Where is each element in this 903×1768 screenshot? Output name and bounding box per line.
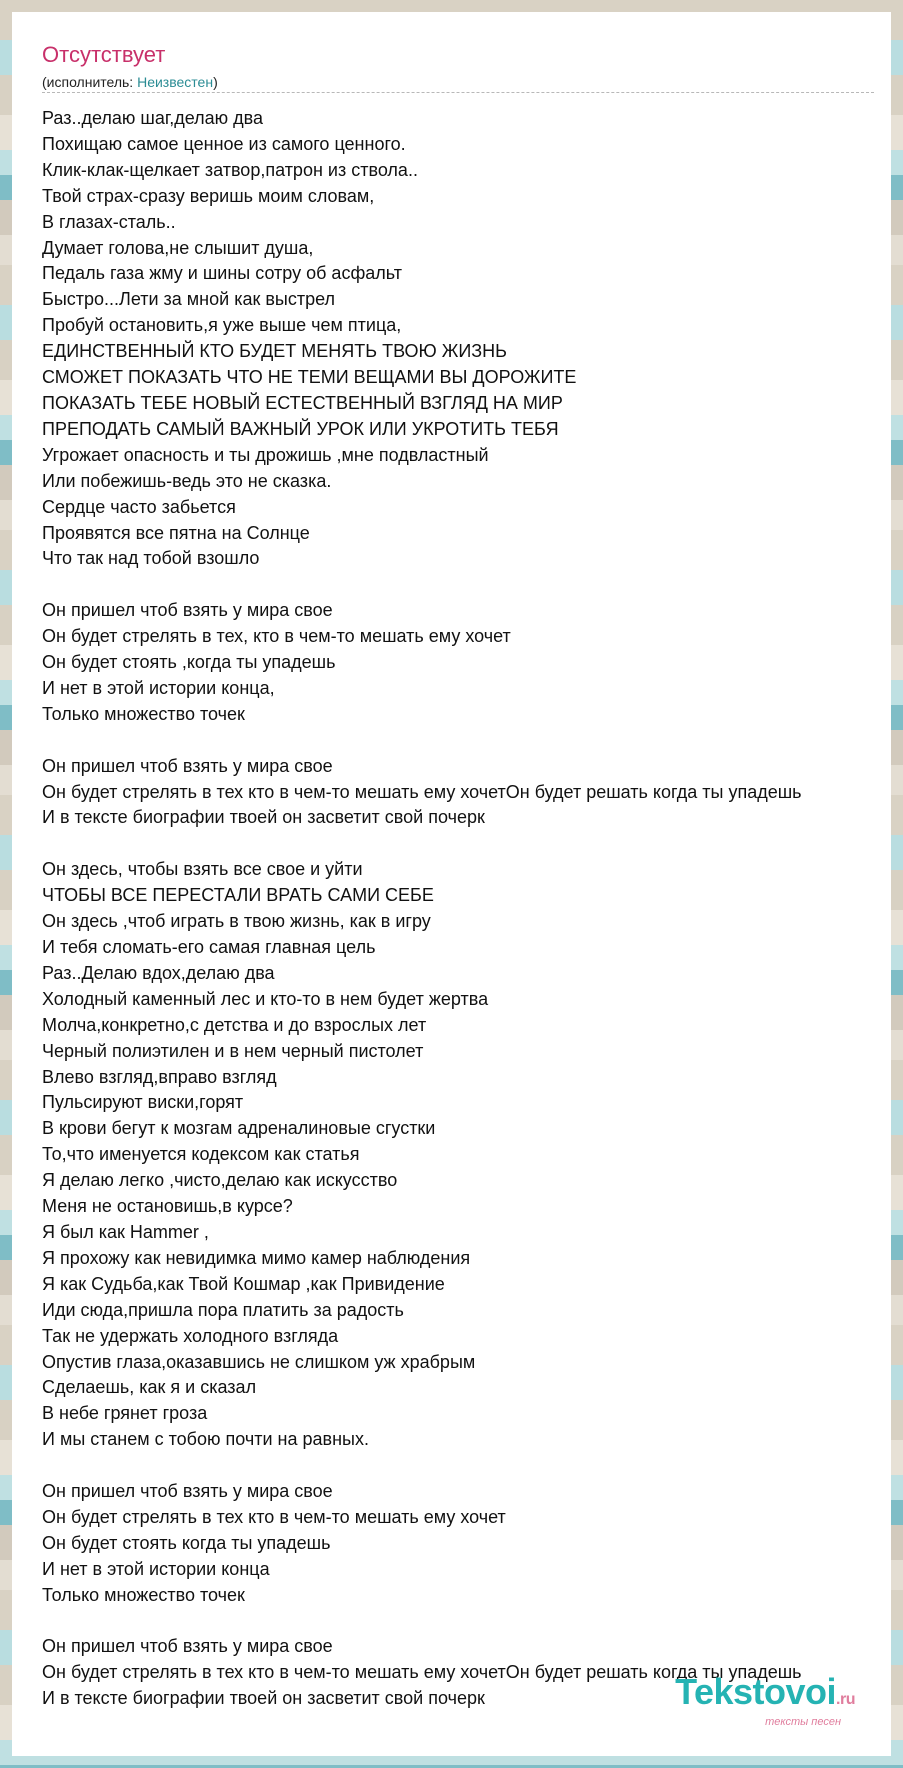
- lyric-line: Я прохожу как невидимка мимо камер наблюдения: [42, 1247, 471, 1268]
- lyric-blank-line: [42, 572, 891, 598]
- lyric-line: Он будет стоять когда ты упадешь: [42, 1532, 331, 1553]
- lyric-line: Раз..делаю шаг,делаю два: [42, 108, 264, 128]
- lyric-line: Он пришел чтоб взять у мира свое: [42, 1481, 333, 1502]
- lyric-line: Он пришел чтоб взять у мира свое: [42, 600, 333, 621]
- song-title: Отсутствует: [42, 42, 166, 67]
- lyric-line: Похищаю самое ценное из самого ценного.: [42, 133, 406, 154]
- lyric-line: Или побежишь-ведь это не сказка.: [42, 470, 332, 491]
- lyric-line: Он будет стрелять в тех кто в чем-то мешать ему хочет: [42, 1506, 506, 1527]
- artist-link[interactable]: Неизвестен: [137, 74, 214, 90]
- lyric-line: Пульсируют виски,горят: [42, 1092, 244, 1113]
- site-logo[interactable]: [675, 1671, 855, 1728]
- lyric-line: Раз..Делаю вдох,делаю два: [42, 962, 275, 983]
- lyrics-body: [42, 106, 891, 1712]
- logo-tagline: тексты песен: [765, 1716, 841, 1728]
- lyric-line: Он будет стрелять в тех кто в чем-то мешать ему хочетОн будет решать когда ты упадешь: [42, 1662, 802, 1683]
- lyric-blank-line: [42, 1453, 891, 1479]
- lyric-line: И в тексте биографии твоей он засветит свой почерк: [42, 807, 485, 828]
- lyric-line: Он здесь, чтобы взять все свое и уйти: [42, 859, 363, 880]
- lyric-line: Он будет стрелять в тех кто в чем-то мешать ему хочетОн будет решать когда ты упадешь: [42, 781, 802, 802]
- lyric-line: В крови бегут к мозгам адреналиновые сгустки: [42, 1118, 436, 1139]
- lyric-line: Иди сюда,пришла пора платить за радость: [42, 1299, 404, 1320]
- lyric-line: Так не удержать холодного взгляда: [42, 1325, 339, 1346]
- lyric-line: Он пришел чтоб взять у мира свое: [42, 755, 333, 776]
- lyric-line: Клик-клак-щелкает затвор,патрон из ствола..: [42, 159, 418, 180]
- lyric-line: Он здесь ,чтоб играть в твою жизнь, как в игру: [42, 911, 431, 932]
- lyric-line: Думает голова,не слышит душа,: [42, 237, 314, 258]
- lyric-line: Я делаю легко ,чисто,делаю как искусство: [42, 1170, 398, 1191]
- header-divider: [42, 92, 874, 93]
- lyric-line: Твой страх-сразу веришь моим словам,: [42, 185, 375, 206]
- lyric-line: Молча,конкретно,с детства и до взрослых лет: [42, 1014, 427, 1035]
- lyric-line: ПОКАЗАТЬ ТЕБЕ НОВЫЙ ЕСТЕСТВЕННЫЙ ВЗГЛЯД НА МИР: [42, 392, 563, 413]
- lyric-line: ЕДИНСТВЕННЫЙ КТО БУДЕТ МЕНЯТЬ ТВОЮ ЖИЗНЬ: [42, 341, 507, 362]
- lyric-line: Он пришел чтоб взять у мира свое: [42, 1636, 333, 1657]
- lyric-line: И мы станем с тобою почти на равных.: [42, 1429, 369, 1450]
- lyric-line: Педаль газа жму и шины сотру об асфальт: [42, 263, 402, 284]
- lyric-line: Только множество точек: [42, 703, 245, 724]
- lyric-line: ЧТОБЫ ВСЕ ПЕРЕСТАЛИ ВРАТЬ САМИ СЕБЕ: [42, 885, 434, 906]
- artist-suffix: ): [213, 74, 218, 90]
- lyric-line: Пробуй остановить,я уже выше чем птица,: [42, 315, 402, 336]
- lyric-line: И тебя сломать-его самая главная цель: [42, 937, 376, 957]
- lyric-line: Угрожает опасность и ты дрожишь ,мне подвластный: [42, 444, 489, 465]
- lyric-line: Холодный каменный лес и кто-то в нем будет жертва: [42, 988, 489, 1009]
- lyric-line: Проявятся все пятна на Солнце: [42, 522, 310, 543]
- lyric-line: Меня не остановишь,в курсе?: [42, 1196, 293, 1217]
- lyric-line: В небе грянет гроза: [42, 1403, 208, 1424]
- logo-wordmark: [675, 1671, 855, 1718]
- lyric-line: И нет в этой истории конца,: [42, 677, 275, 698]
- lyric-line: Влево взгляд,вправо взгляд: [42, 1066, 277, 1087]
- artist-prefix: (исполнитель:: [42, 74, 138, 90]
- lyric-line: Он будет стоять ,когда ты упадешь: [42, 652, 336, 673]
- lyric-line: Опустив глаза,оказавшись не слишком уж храбрым: [42, 1351, 476, 1372]
- lyric-line: Он будет стрелять в тех, кто в чем-то мешать ему хочет: [42, 626, 511, 647]
- lyric-line: ПРЕПОДАТЬ САМЫЙ ВАЖНЫЙ УРОК ИЛИ УКРОТИТЬ ТЕБЯ: [42, 418, 559, 439]
- logo-tld: .ru: [836, 1691, 855, 1708]
- lyric-line: Только множество точек: [42, 1584, 245, 1605]
- lyric-line: Сделаешь, как я и сказал: [42, 1377, 257, 1398]
- lyric-line: Сердце часто забьется: [42, 496, 236, 517]
- lyric-line: И в тексте биографии твоей он засветит свой почерк: [42, 1688, 485, 1709]
- lyric-line: СМОЖЕТ ПОКАЗАТЬ ЧТО НЕ ТЕМИ ВЕЩАМИ ВЫ ДОРОЖИТЕ: [42, 367, 577, 388]
- lyric-blank-line: [42, 1609, 891, 1635]
- lyric-line: То,что именуется кодексом как статья: [42, 1144, 360, 1165]
- lyric-line: Быстро...Лети за мной как выстрел: [42, 289, 336, 310]
- logo-name: Tekstovoi: [675, 1671, 837, 1712]
- lyric-line: И нет в этой истории конца: [42, 1558, 270, 1579]
- artist-line: [42, 74, 218, 90]
- lyrics-card: [12, 12, 891, 1756]
- lyric-line: Что так над тобой взошло: [42, 548, 260, 569]
- lyric-blank-line: [42, 728, 891, 754]
- lyric-blank-line: [42, 831, 891, 857]
- lyric-line: Я был как Hammer ,: [42, 1221, 209, 1242]
- lyric-line: Я как Судьба,как Твой Кошмар ,как Привидение: [42, 1273, 445, 1294]
- lyric-line: Черный полиэтилен и в нем черный пистолет: [42, 1040, 424, 1061]
- lyric-line: В глазах-сталь..: [42, 211, 176, 232]
